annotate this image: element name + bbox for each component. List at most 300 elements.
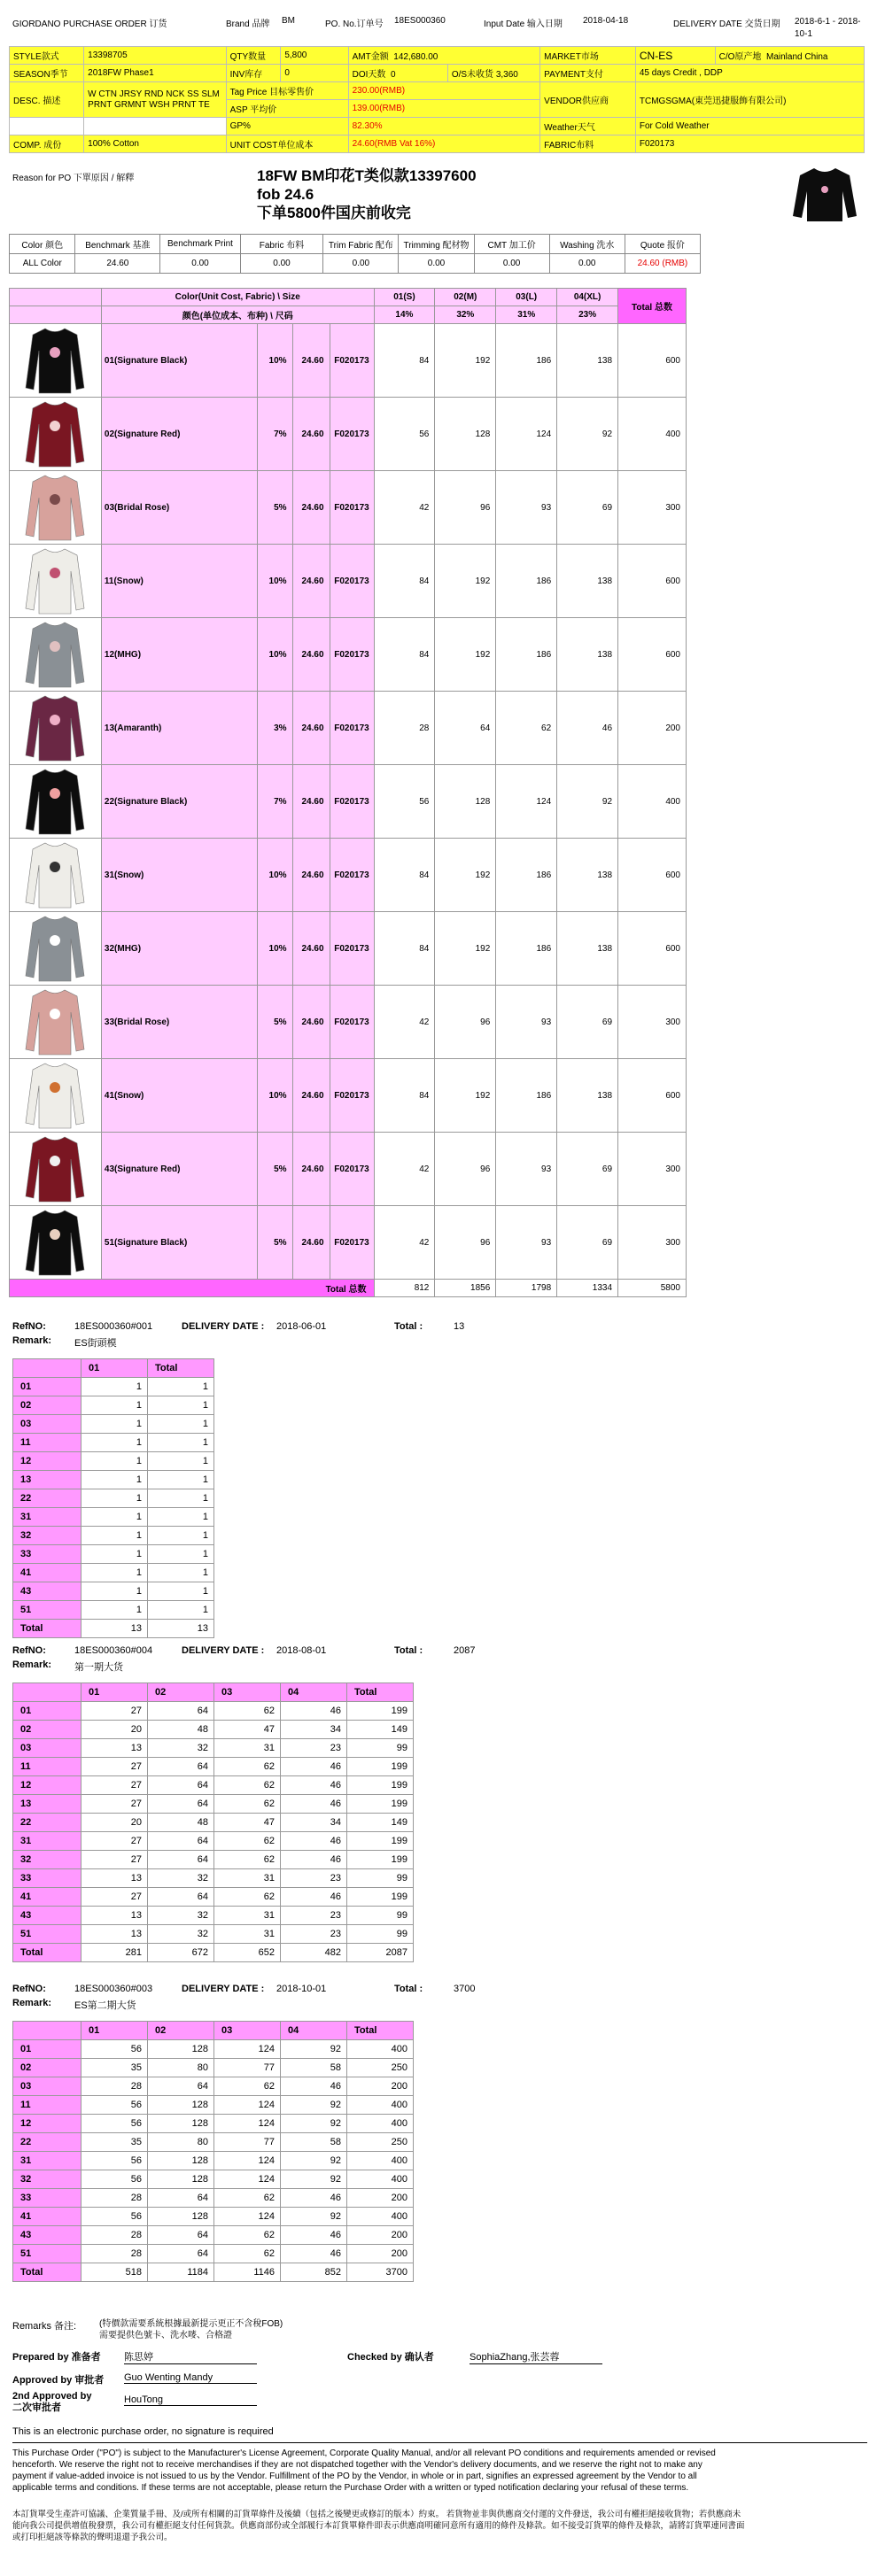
breakdown-row [13, 2133, 414, 2152]
shirt-image [10, 1059, 102, 1133]
fabric-value: F020173 [635, 135, 864, 153]
breakdown-color-code: 01 [13, 1702, 81, 1721]
color-row [10, 986, 687, 1059]
breakdown-row [13, 1776, 414, 1795]
breakdown-qty: 482 [281, 1944, 347, 1962]
breakdown-row [13, 2208, 414, 2226]
delivery-breakdown-table [12, 1683, 414, 1962]
breakdown-qty: 13 [81, 1907, 148, 1925]
breakdown-qty: 64 [148, 2245, 214, 2263]
bench-header-2: Benchmark 基准 [75, 235, 160, 254]
bench-header-5: Trim Fabric 配布 [323, 235, 399, 254]
shirt-icon [24, 1061, 86, 1130]
color-pct: 5% [257, 1133, 292, 1206]
size-qty: 192 [435, 324, 496, 398]
shirt-icon [24, 840, 86, 909]
shirt-image [10, 765, 102, 839]
breakdown-color-code: 43 [13, 1907, 81, 1925]
qty-value: 5,800 [281, 47, 348, 65]
breakdown-row [13, 2096, 414, 2115]
breakdown-qty: 92 [281, 2170, 347, 2189]
breakdown-qty: 62 [214, 1758, 281, 1776]
bench-value-6: 0.00 [399, 254, 474, 274]
checked-label: Checked by 确认者 [347, 2352, 434, 2363]
size-pct-3: 31% [496, 306, 557, 324]
refno-label: RefNO: [12, 1645, 46, 1656]
matrix-total-4: 1334 [557, 1280, 618, 1297]
breakdown-qty: 28 [81, 2226, 148, 2245]
color-pct: 10% [257, 1059, 292, 1133]
breakdown-qty: 32 [148, 1869, 214, 1888]
breakdown-qty: 1 [81, 1471, 148, 1489]
size-qty: 192 [435, 545, 496, 618]
ref-total-label: Total : [394, 1984, 423, 1994]
row-total: 300 [618, 986, 687, 1059]
color-name: 51(Signature Black) [101, 1206, 257, 1280]
color-name: 22(Signature Black) [101, 765, 257, 839]
fabric-code: F020173 [330, 471, 374, 545]
breakdown-row [13, 1758, 414, 1776]
breakdown-color-code: 22 [13, 1814, 81, 1832]
refno-value: 18ES000360#004 [74, 1645, 153, 1656]
breakdown-qty: 1 [148, 1378, 214, 1396]
breakdown-row [13, 1582, 214, 1601]
row-total: 300 [618, 1206, 687, 1280]
os-label: O/S未收货 [451, 70, 494, 80]
size-qty: 138 [557, 618, 618, 692]
breakdown-color-code: 41 [13, 1564, 81, 1582]
shirt-image [10, 1206, 102, 1280]
unit-cost: 24.60 [292, 912, 330, 986]
shirt-icon [24, 1208, 86, 1277]
bench-header-4: Fabric 布料 [240, 235, 323, 254]
size-qty: 56 [374, 398, 435, 471]
breakdown-qty: 62 [214, 1832, 281, 1851]
breakdown-row [13, 1851, 414, 1869]
breakdown-row [13, 1888, 414, 1907]
breakdown-qty: 27 [81, 1758, 148, 1776]
size-qty: 92 [557, 398, 618, 471]
breakdown-qty: 124 [214, 2208, 281, 2226]
breakdown-col-head: Total [347, 1683, 414, 1702]
size-qty: 69 [557, 1133, 618, 1206]
fabric-label: FABRIC布料 [540, 135, 636, 153]
breakdown-qty: 199 [347, 1851, 414, 1869]
breakdown-qty: 62 [214, 1702, 281, 1721]
delivery-breakdown-table [12, 1358, 214, 1638]
shirt-icon [24, 399, 86, 468]
asp-label: ASP 平均价 [226, 100, 348, 118]
breakdown-color-code: 11 [13, 1758, 81, 1776]
breakdown-qty: 27 [81, 1851, 148, 1869]
color-size-matrix [9, 288, 687, 1297]
color-pct: 10% [257, 545, 292, 618]
shirt-icon [24, 987, 86, 1056]
breakdown-qty: 1 [148, 1564, 214, 1582]
breakdown-color-code: 12 [13, 2115, 81, 2133]
color-name: 43(Signature Red) [101, 1133, 257, 1206]
size-qty: 138 [557, 324, 618, 398]
unit-cost: 24.60 [292, 618, 330, 692]
breakdown-qty: 128 [148, 2152, 214, 2170]
breakdown-qty: 400 [347, 2115, 414, 2133]
breakdown-qty: 149 [347, 1814, 414, 1832]
brand-value: BM [282, 16, 295, 26]
breakdown-row [13, 1508, 214, 1527]
matrix-grand-total: 5800 [618, 1280, 687, 1297]
breakdown-qty: 23 [281, 1739, 347, 1758]
fabric-code: F020173 [330, 839, 374, 912]
delivery-label: DELIVERY DATE : [182, 1321, 265, 1332]
breakdown-qty: 27 [81, 1776, 148, 1795]
bench-value-3: 0.00 [160, 254, 240, 274]
breakdown-qty: 852 [281, 2263, 347, 2282]
gp-value: 82.30% [348, 118, 540, 135]
breakdown-col-head: 04 [281, 2022, 347, 2040]
breakdown-qty: 13 [81, 1925, 148, 1944]
breakdown-qty: 58 [281, 2133, 347, 2152]
size-qty: 186 [496, 1059, 557, 1133]
fabric-code: F020173 [330, 545, 374, 618]
breakdown-qty: 27 [81, 1702, 148, 1721]
fabric-code: F020173 [330, 986, 374, 1059]
breakdown-color-code: 31 [13, 2152, 81, 2170]
breakdown-qty: 200 [347, 2226, 414, 2245]
refno-label: RefNO: [12, 1984, 46, 1994]
breakdown-row [13, 2152, 414, 2170]
input-date-label: Input Date 输入日期 [484, 19, 563, 29]
shirt-image [10, 471, 102, 545]
weather-label: Weather天气 [540, 118, 636, 135]
breakdown-qty: 672 [148, 1944, 214, 1962]
color-row [10, 839, 687, 912]
breakdown-qty: 1 [148, 1527, 214, 1545]
shirt-icon [24, 326, 86, 395]
breakdown-color-code: 33 [13, 2189, 81, 2208]
color-pct: 7% [257, 398, 292, 471]
size-qty: 138 [557, 912, 618, 986]
shirt-image [10, 545, 102, 618]
bench-value-8: 0.00 [549, 254, 625, 274]
fabric-code: F020173 [330, 765, 374, 839]
benchmark-row [10, 254, 701, 274]
breakdown-row [13, 1564, 214, 1582]
color-row [10, 618, 687, 692]
breakdown-qty: 1 [81, 1508, 148, 1527]
breakdown-qty: 62 [214, 2189, 281, 2208]
breakdown-qty: 62 [214, 1776, 281, 1795]
breakdown-qty: 1 [148, 1452, 214, 1471]
breakdown-qty: 64 [148, 1851, 214, 1869]
size-qty: 84 [374, 545, 435, 618]
breakdown-color-code: 03 [13, 2077, 81, 2096]
breakdown-qty: 31 [214, 1907, 281, 1925]
breakdown-qty: 1146 [214, 2263, 281, 2282]
breakdown-qty: 56 [81, 2115, 148, 2133]
breakdown-qty: 46 [281, 1888, 347, 1907]
qty-label: QTY数量 [226, 47, 281, 65]
breakdown-qty: 64 [148, 1702, 214, 1721]
breakdown-color-code: 31 [13, 1832, 81, 1851]
breakdown-qty: 48 [148, 1814, 214, 1832]
breakdown-row [13, 2189, 414, 2208]
doi-label: DOI天数 [352, 70, 386, 80]
breakdown-qty: 124 [214, 2096, 281, 2115]
desc-value: W CTN JRSY RND NCK SS SLM PRNT GRMNT WSH PRNT TE [84, 82, 226, 118]
breakdown-row [13, 1795, 414, 1814]
breakdown-qty: 62 [214, 2226, 281, 2245]
color-row [10, 324, 687, 398]
breakdown-col-head: 02 [148, 1683, 214, 1702]
breakdown-qty: 128 [148, 2170, 214, 2189]
breakdown-qty: 46 [281, 2245, 347, 2263]
size-qty: 84 [374, 839, 435, 912]
breakdown-total-row [13, 1620, 214, 1638]
doc-title: GIORDANO PURCHASE ORDER 订货 [12, 19, 167, 29]
breakdown-qty: 1 [148, 1508, 214, 1527]
breakdown-col-head: Total [347, 2022, 414, 2040]
breakdown-color-code: 51 [13, 2245, 81, 2263]
shirt-icon [24, 693, 86, 762]
breakdown-qty: 250 [347, 2133, 414, 2152]
breakdown-qty: 149 [347, 1721, 414, 1739]
size-pct-1: 14% [374, 306, 435, 324]
row-total: 600 [618, 618, 687, 692]
unit-cost: 24.60 [292, 324, 330, 398]
breakdown-row [13, 1721, 414, 1739]
breakdown-qty: 199 [347, 1795, 414, 1814]
size-qty: 56 [374, 765, 435, 839]
bench-value-2: 24.60 [75, 254, 160, 274]
shirt-icon [24, 473, 86, 542]
breakdown-qty: 13 [148, 1620, 214, 1638]
matrix-head-cn: 颜色(单位成本、布种) \ 尺码 [101, 306, 374, 324]
breakdown-row [13, 1434, 214, 1452]
breakdown-qty: 58 [281, 2059, 347, 2077]
payment-label: PAYMENT支付 [540, 65, 636, 82]
breakdown-qty: 1 [81, 1396, 148, 1415]
breakdown-color-code: Total [13, 1620, 81, 1638]
size-qty: 46 [557, 692, 618, 765]
matrix-head-en: Color(Unit Cost, Fabric) \ Size [101, 289, 374, 306]
color-row [10, 912, 687, 986]
divider [12, 2442, 867, 2443]
size-qty: 64 [435, 692, 496, 765]
breakdown-row [13, 1545, 214, 1564]
breakdown-color-code: Total [13, 2263, 81, 2282]
breakdown-row [13, 2226, 414, 2245]
amt-label: AMT金额 [352, 52, 389, 62]
breakdown-qty: 92 [281, 2152, 347, 2170]
breakdown-qty: 1 [148, 1545, 214, 1564]
size-qty: 96 [435, 1206, 496, 1280]
breakdown-row [13, 2245, 414, 2263]
breakdown-row [13, 1702, 414, 1721]
color-name: 02(Signature Red) [101, 398, 257, 471]
desc-label: DESC. 描述 [10, 82, 84, 118]
bench-value-5: 0.00 [323, 254, 399, 274]
remark-value: 第一期大货 [74, 1662, 123, 1673]
fabric-code: F020173 [330, 912, 374, 986]
reason-line-2: fob 24.6 [257, 186, 314, 203]
breakdown-qty: 199 [347, 1776, 414, 1795]
bench-value-4: 0.00 [240, 254, 323, 274]
style-value: 13398705 [84, 47, 226, 65]
bench-header-6: Trimming 配材物 [399, 235, 474, 254]
breakdown-row [13, 1832, 414, 1851]
breakdown-qty: 1 [148, 1434, 214, 1452]
breakdown-qty: 518 [81, 2263, 148, 2282]
size-head-2: 02(M) [435, 289, 496, 306]
size-qty: 84 [374, 912, 435, 986]
doi-value: 0 [390, 70, 396, 80]
breakdown-row [13, 1452, 214, 1471]
breakdown-qty: 1 [81, 1545, 148, 1564]
breakdown-color-code: 03 [13, 1415, 81, 1434]
shirt-image [10, 839, 102, 912]
breakdown-qty: 28 [81, 2077, 148, 2096]
delivery-label: DELIVERY DATE : [182, 1984, 265, 1994]
color-name: 32(MHG) [101, 912, 257, 986]
breakdown-col-head: Total [148, 1359, 214, 1378]
breakdown-col-head: 03 [214, 2022, 281, 2040]
breakdown-row [13, 1378, 214, 1396]
coo-value: Mainland China [765, 52, 828, 62]
breakdown-row [13, 1489, 214, 1508]
color-row [10, 1206, 687, 1280]
color-pct: 10% [257, 618, 292, 692]
size-qty: 192 [435, 839, 496, 912]
size-qty: 42 [374, 1133, 435, 1206]
breakdown-qty: 62 [214, 1795, 281, 1814]
breakdown-qty: 1 [81, 1582, 148, 1601]
size-qty: 84 [374, 324, 435, 398]
season-value: 2018FW Phase1 [84, 65, 226, 82]
breakdown-qty: 92 [281, 2040, 347, 2059]
delivery-value: 2018-06-01 [276, 1321, 327, 1332]
size-qty: 93 [496, 986, 557, 1059]
amt-value: 142,680.00 [393, 52, 438, 62]
breakdown-qty: 281 [81, 1944, 148, 1962]
breakdown-color-code: 02 [13, 2059, 81, 2077]
color-name: 41(Snow) [101, 1059, 257, 1133]
breakdown-qty: 1 [148, 1489, 214, 1508]
shirt-image [10, 324, 102, 398]
breakdown-qty: 46 [281, 2189, 347, 2208]
gp-label: GP% [226, 118, 348, 135]
breakdown-col-head: 01 [81, 2022, 148, 2040]
reason-line-3: 下单5800件国庆前收完 [257, 205, 411, 221]
remark-label: Remark: [12, 1659, 52, 1670]
breakdown-qty: 35 [81, 2059, 148, 2077]
breakdown-qty: 1 [148, 1396, 214, 1415]
size-head-3: 03(L) [496, 289, 557, 306]
unit-cost: 24.60 [292, 765, 330, 839]
unit-cost: 24.60 [292, 1059, 330, 1133]
size-head-4: 04(XL) [557, 289, 618, 306]
breakdown-qty: 77 [214, 2133, 281, 2152]
color-name: 31(Snow) [101, 839, 257, 912]
breakdown-qty: 3700 [347, 2263, 414, 2282]
ref-total-value: 3700 [454, 1984, 476, 1994]
reason-line-1: 18FW BM印花T类似款13397600 [257, 167, 477, 184]
breakdown-qty: 46 [281, 1758, 347, 1776]
breakdown-qty: 46 [281, 1832, 347, 1851]
breakdown-col-head: 02 [148, 2022, 214, 2040]
ref-total-label: Total : [394, 1321, 423, 1332]
breakdown-qty: 1 [81, 1434, 148, 1452]
breakdown-qty: 20 [81, 1814, 148, 1832]
unit-cost: 24.60 [292, 692, 330, 765]
row-total: 200 [618, 692, 687, 765]
matrix-total-1: 812 [374, 1280, 435, 1297]
ref-total-value: 13 [454, 1321, 465, 1332]
breakdown-qty: 128 [148, 2040, 214, 2059]
breakdown-color-code: 02 [13, 1721, 81, 1739]
breakdown-color-code: 11 [13, 2096, 81, 2115]
breakdown-color-code: 02 [13, 1396, 81, 1415]
remark-label: Remark: [12, 1335, 52, 1346]
coo-label: C/O原产地 [718, 52, 762, 62]
shirt-icon [24, 620, 86, 689]
delivery-date-label: DELIVERY DATE 交货日期 [673, 19, 780, 29]
tag-price-value: 230.00(RMB) [348, 82, 540, 100]
breakdown-qty: 80 [148, 2133, 214, 2152]
color-pct: 5% [257, 1206, 292, 1280]
size-qty: 138 [557, 1059, 618, 1133]
breakdown-qty: 56 [81, 2040, 148, 2059]
color-pct: 5% [257, 986, 292, 1059]
color-row [10, 1059, 687, 1133]
breakdown-qty: 400 [347, 2040, 414, 2059]
unit-cost: 24.60 [292, 839, 330, 912]
style-label: STYLE款式 [10, 47, 84, 65]
remarks-text [99, 2318, 283, 2341]
fabric-code: F020173 [330, 1206, 374, 1280]
tag-price-label: Tag Price 目标零售价 [226, 82, 348, 100]
terms-english: This Purchase Order ("PO") is subject to the Manufacturer's License Agreement, Corporate Quality Manual, and/or all relevant PO conditions and requirements amended or revised henceforth. We reserve the right not to receive merchandises if they are not dispatched together with the Vendor's delivery documents, and we reserve the right not to make any payment if value-added invoice is not issued to us by the Vendor. Fulfillment of the PO by the Vendor, in whole or in part, signifies an expressed agreement by the Vendor to all applicable terms and conditions. If these terms are not acceptable, please return the Purchase Order with a written or typed notification declaring your refusal of these terms. [12, 2448, 716, 2493]
breakdown-qty: 1 [148, 1471, 214, 1489]
size-qty: 186 [496, 912, 557, 986]
breakdown-qty: 1 [81, 1378, 148, 1396]
breakdown-qty: 62 [214, 2245, 281, 2263]
breakdown-qty: 23 [281, 1907, 347, 1925]
vendor-label: VENDOR供应商 [540, 82, 636, 118]
row-total: 400 [618, 765, 687, 839]
breakdown-qty: 99 [347, 1739, 414, 1758]
breakdown-qty: 64 [148, 2077, 214, 2096]
remark-label: Remark: [12, 1998, 52, 2008]
breakdown-qty: 80 [148, 2059, 214, 2077]
bench-value-9: 24.60 (RMB) [625, 254, 700, 274]
payment-value: 45 days Credit , DDP [635, 65, 864, 82]
breakdown-qty: 27 [81, 1888, 148, 1907]
bench-value-1: ALL Color [10, 254, 75, 274]
size-qty: 28 [374, 692, 435, 765]
size-qty: 92 [557, 765, 618, 839]
color-name: 03(Bridal Rose) [101, 471, 257, 545]
size-qty: 69 [557, 471, 618, 545]
breakdown-row [13, 2115, 414, 2133]
breakdown-qty: 400 [347, 2208, 414, 2226]
breakdown-qty: 124 [214, 2170, 281, 2189]
inv-value: 0 [281, 65, 348, 82]
size-qty: 96 [435, 986, 496, 1059]
row-total: 600 [618, 324, 687, 398]
row-total: 600 [618, 912, 687, 986]
breakdown-qty: 92 [281, 2115, 347, 2133]
row-total: 600 [618, 545, 687, 618]
